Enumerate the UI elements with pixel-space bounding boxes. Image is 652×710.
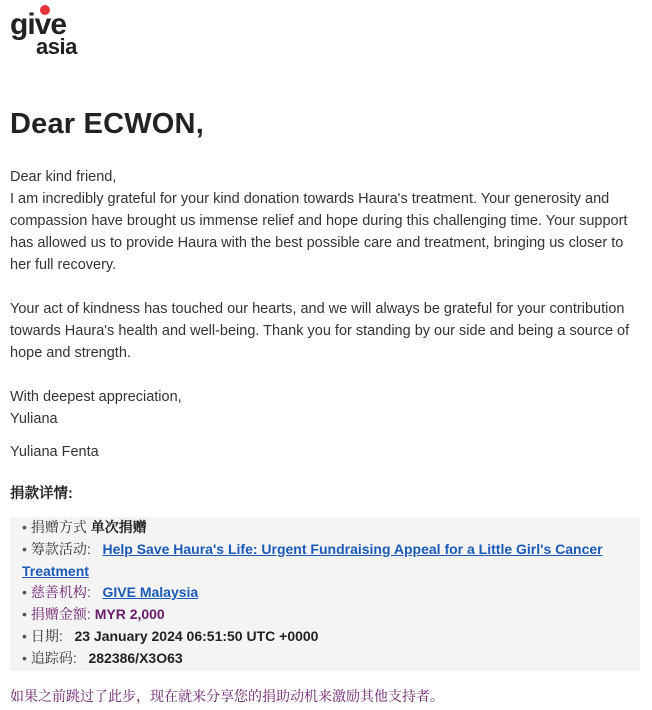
salutation: Dear kind friend, xyxy=(10,169,117,185)
detail-label: 追踪码: xyxy=(30,649,77,666)
detail-value: 23 January 2024 06:51:50 UTC +0000 xyxy=(74,627,319,644)
logo-bottom-text: asia xyxy=(36,34,77,58)
message-body xyxy=(10,166,640,463)
detail-charity: • 慈善机构: GIVE Malaysia xyxy=(22,584,199,601)
detail-donation-type: • 捐赠方式 单次捐赠 xyxy=(22,519,147,535)
share-motivation-prompt: 如果之前跳过了此步，现在就来分享您的捐助动机来激励其他支持者。 xyxy=(10,688,444,704)
giveasia-logo[interactable] xyxy=(8,2,98,58)
greeting-heading: Dear ECWON, xyxy=(10,108,204,140)
detail-label: 筹款活动: xyxy=(30,540,91,557)
closing-line: With deepest appreciation, xyxy=(10,389,182,405)
charity-link[interactable]: GIVE Malaysia xyxy=(102,584,199,601)
detail-amount: • 捐赠金额: MYR 2,000 xyxy=(22,606,165,623)
donation-details-box xyxy=(10,517,640,671)
detail-label: 日期: xyxy=(30,627,63,644)
detail-date: • 日期: 23 January 2024 06:51:50 UTC +0000 xyxy=(22,627,319,644)
detail-value: MYR 2,000 xyxy=(94,606,165,623)
detail-value: 282386/X3O63 xyxy=(88,649,183,666)
donation-details-title: 捐款详情: xyxy=(10,486,73,502)
campaign-link[interactable]: Help Save Haura's Life: Urgent Fundraising Appeal for a Little Girl's Cancer Treatment xyxy=(22,540,603,579)
detail-campaign: • 筹款活动: Help Save Haura's Life: Urgent Fundraising Appeal for a Little Girl's Cancer Treatment xyxy=(22,540,603,579)
detail-label: 慈善机构: xyxy=(30,584,91,601)
message-paragraph-1: I am incredibly grateful for your kind donation towards Haura's treatment. Your generosity and compassion have brought us immense relief and hope during this challenging time. Your support has allowed us to provide Haura with the best possible care and treatment, bringing us closer to her full recovery. xyxy=(10,191,628,273)
detail-value: 单次捐赠 xyxy=(90,519,147,535)
detail-label: 捐赠方式 xyxy=(30,519,87,535)
sender-full-name: Yuliana Fenta xyxy=(10,444,99,460)
signoff-name: Yuliana xyxy=(10,411,58,427)
detail-label: 捐赠金额: xyxy=(30,606,91,623)
detail-tracking-code: • 追踪码: 282386/X3O63 xyxy=(22,649,183,666)
logo-top-text: give xyxy=(10,8,67,41)
message-paragraph-2: Your act of kindness has touched our hearts, and we will always be grateful for your contribution towards Haura's health and well-being. Thank you for standing by our side and being a source of hope and strength. xyxy=(10,301,630,361)
